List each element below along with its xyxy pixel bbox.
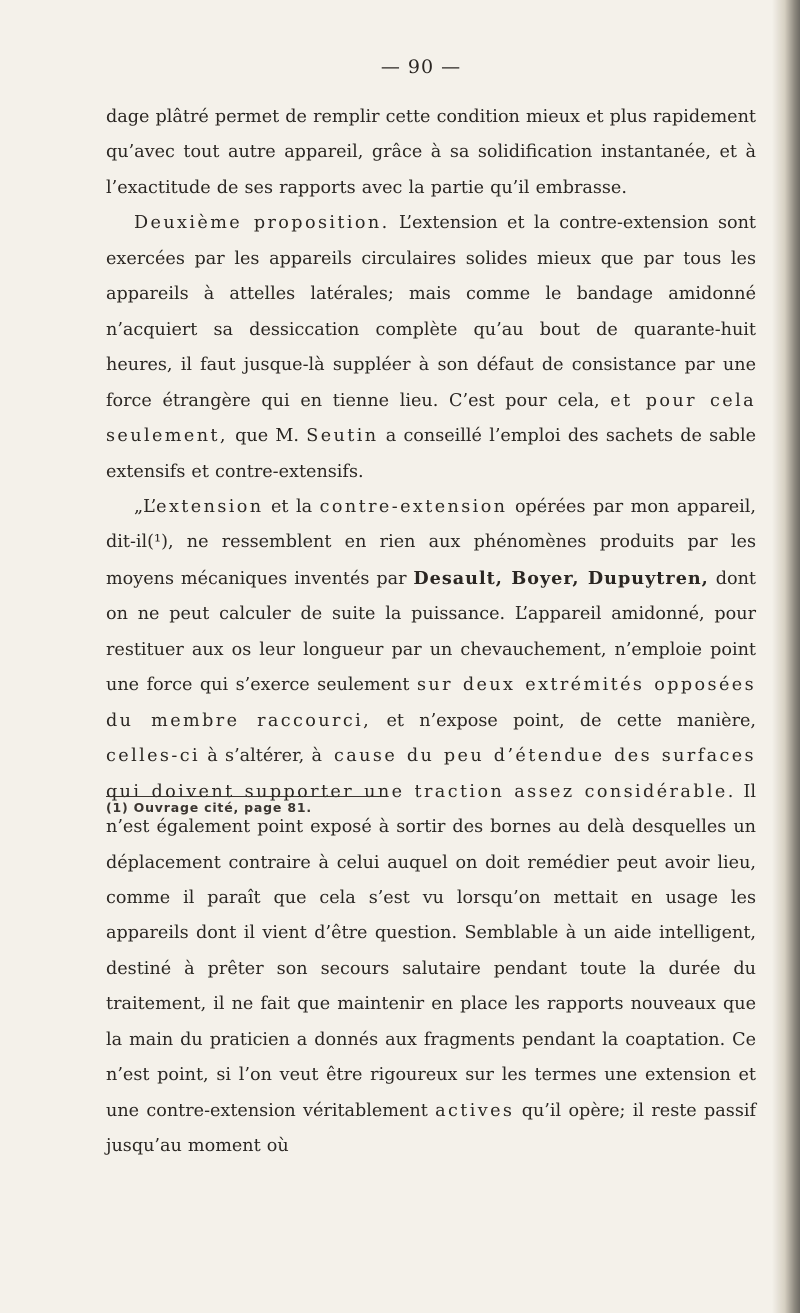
bold-text-run: Desault, Boyer, Dupuytren, (413, 567, 709, 589)
text-run: que M. (227, 426, 307, 447)
spaced-text-run: actives (435, 1100, 515, 1121)
spaced-text-run: celles-ci (106, 746, 200, 767)
text-run: dont on ne peut calculer de suite la puissance. L’appareil amidonné, pour restituer aux os leur longueur par un chevauchement, n’emploie point une force qui s’exerce seulement (106, 568, 756, 696)
text-run: L’extension et la contre-extension sont exercées par les appareils circulaires solides mieux que par tous les appareils à attelles latérales; mais comme le bandage amidonné n’acquiert sa dessiccation complète qu’au bout de quarante-huit heures, il faut jusque-là suppléer à son défaut de consistance par une force étrangère qui en tienne lieu. C’est pour cela, (106, 213, 756, 411)
text-run: „L’ (134, 496, 157, 517)
spaced-text-run: Deuxième proposition. (134, 213, 390, 234)
text-run: qu’il opère; il reste passif jusqu’au moment où (106, 1100, 756, 1157)
spaced-text-run: contre-extension (319, 496, 508, 517)
spaced-text-run: sur deux extrémités opposées du membre raccourci, (106, 675, 756, 731)
text-run: à s’altérer, (200, 746, 312, 767)
spaced-text-run: Seutin (306, 426, 379, 447)
body-text (106, 100, 756, 1165)
footnote-rule (106, 796, 386, 797)
paragraph (106, 490, 756, 1165)
text-run: opérées par mon appareil, dit-il(¹), ne ressemblent en rien aux phénomènes produits par les moyens mécaniques inventés par (106, 496, 756, 589)
text-run: et n’expose point, de cette manière, (371, 710, 757, 731)
paragraph (106, 206, 756, 490)
spaced-text-run: à cause du peu d’étendue des surfaces qui doivent supporter une traction assez considérable. (106, 746, 756, 802)
spaced-text-run: extension (156, 496, 264, 517)
page-number: — 90 — (380, 56, 462, 78)
text-run: Il n’est également point exposé à sortir des bornes au delà desquelles un déplacement contraire à celui auquel on doit remédier peut avoir lieu, comme il paraît que cela s’est vu lorsqu’on mettait en usage les appareils dont il vient d’être question. Semblable à un aide intelligent, destiné à prêter son secours salutaire pendant toute la durée du traitement, il ne fait que maintenir en place les rapports nouveaux que la main du praticien a donnés aux fragments pendant la coaptation. Ce n’est point, si l’on veut être rigoureux sur les termes une extension et une contre-extension véritablement (106, 781, 756, 1121)
paragraph (106, 100, 756, 206)
text-run: et la (263, 496, 320, 517)
text-run: dage plâtré permet de remplir cette condition mieux et plus rapidement qu’avec tout autre appareil, grâce à sa solidification instantanée, et à l’exactitude de ses rapports avec la partie qu’il embrasse. (106, 107, 756, 198)
spaced-text-run: et pour cela seulement, (106, 390, 756, 447)
text-run: a conseillé l’emploi des sachets de sable extensifs et contre-extensifs. (106, 426, 757, 482)
footnote: (1) Ouvrage cité, page 81. (106, 800, 312, 815)
page-edge-shadow (772, 0, 800, 1313)
